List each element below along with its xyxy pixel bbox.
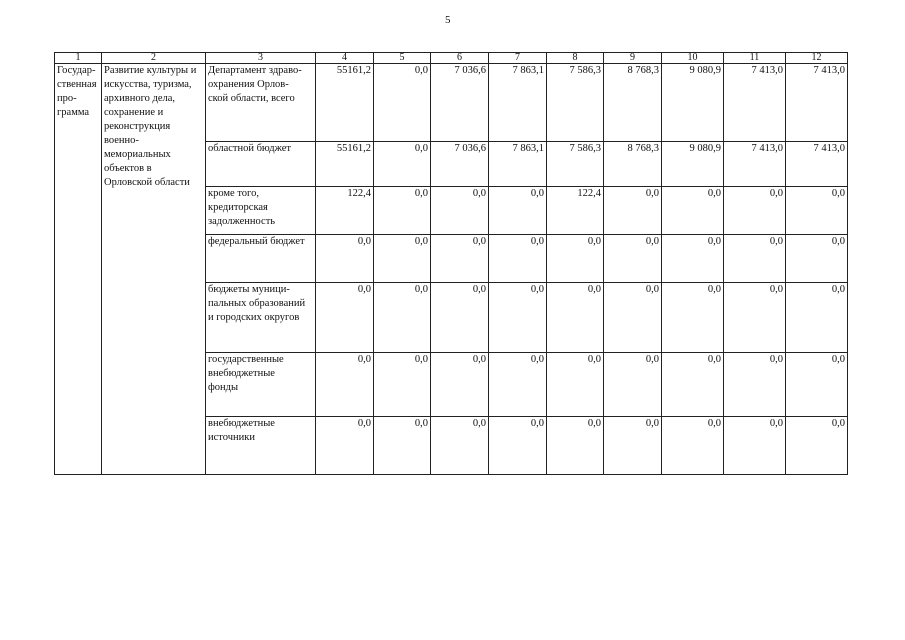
column-number: 11 — [724, 53, 786, 64]
value-cell: 0,0 — [547, 353, 604, 417]
value-cell: 0,0 — [431, 235, 489, 283]
value-cell: 8 768,3 — [604, 64, 662, 142]
funding-source-cell: кроме того, кредиторская задолженность — [206, 187, 316, 235]
value-cell: 0,0 — [786, 187, 848, 235]
column-number-row — [55, 53, 848, 64]
value-cell: 55161,2 — [316, 64, 374, 142]
value-cell: 7 036,6 — [431, 142, 489, 187]
value-cell: 0,0 — [431, 353, 489, 417]
value-cell: 0,0 — [604, 187, 662, 235]
value-cell: 7 863,1 — [489, 142, 547, 187]
value-cell: 0,0 — [316, 353, 374, 417]
funding-source-cell: федеральный бюджет — [206, 235, 316, 283]
column-number: 7 — [489, 53, 547, 64]
value-cell: 122,4 — [547, 187, 604, 235]
value-cell: 8 768,3 — [604, 142, 662, 187]
value-cell: 0,0 — [724, 417, 786, 475]
value-cell: 0,0 — [724, 353, 786, 417]
value-cell: 0,0 — [662, 417, 724, 475]
page-number: 5 — [445, 14, 451, 26]
value-cell: 9 080,9 — [662, 142, 724, 187]
value-cell: 0,0 — [489, 283, 547, 353]
value-cell: 0,0 — [786, 283, 848, 353]
column-number: 10 — [662, 53, 724, 64]
value-cell: 0,0 — [604, 235, 662, 283]
column-number: 5 — [374, 53, 431, 64]
value-cell: 0,0 — [489, 235, 547, 283]
funding-source-cell: внебюджетные источники — [206, 417, 316, 475]
value-cell: 0,0 — [786, 417, 848, 475]
value-cell: 0,0 — [431, 283, 489, 353]
value-cell: 0,0 — [374, 353, 431, 417]
value-cell: 0,0 — [604, 353, 662, 417]
value-cell: 7 036,6 — [431, 64, 489, 142]
value-cell: 7 413,0 — [786, 64, 848, 142]
value-cell: 0,0 — [489, 417, 547, 475]
value-cell: 7 413,0 — [724, 64, 786, 142]
value-cell: 0,0 — [604, 283, 662, 353]
value-cell: 0,0 — [374, 417, 431, 475]
value-cell: 0,0 — [431, 187, 489, 235]
value-cell: 0,0 — [316, 235, 374, 283]
program-name-cell: Развитие культуры и искусства, туризма, архивного дела, сохранение и реконструкция военно- мемориальных объектов в Орловской области — [102, 64, 206, 475]
column-number: 3 — [206, 53, 316, 64]
value-cell: 0,0 — [431, 417, 489, 475]
value-cell: 0,0 — [662, 353, 724, 417]
value-cell: 7 413,0 — [724, 142, 786, 187]
program-type-cell: Государ- ственная про- грамма — [55, 64, 102, 475]
value-cell: 7 586,3 — [547, 64, 604, 142]
value-cell: 0,0 — [786, 353, 848, 417]
column-number: 1 — [55, 53, 102, 64]
value-cell: 9 080,9 — [662, 64, 724, 142]
value-cell: 0,0 — [724, 187, 786, 235]
table-row — [55, 64, 848, 142]
value-cell: 0,0 — [489, 353, 547, 417]
value-cell: 55161,2 — [316, 142, 374, 187]
column-number: 9 — [604, 53, 662, 64]
funding-source-cell: государственные внебюджетные фонды — [206, 353, 316, 417]
funding-source-cell: областной бюджет — [206, 142, 316, 187]
value-cell: 0,0 — [604, 417, 662, 475]
value-cell: 0,0 — [547, 235, 604, 283]
value-cell: 0,0 — [724, 283, 786, 353]
value-cell: 0,0 — [316, 283, 374, 353]
value-cell: 7 413,0 — [786, 142, 848, 187]
value-cell: 0,0 — [374, 142, 431, 187]
funding-source-cell: бюджеты муници- пальных образований и городских округов — [206, 283, 316, 353]
value-cell: 0,0 — [374, 187, 431, 235]
value-cell: 0,0 — [489, 187, 547, 235]
value-cell: 0,0 — [547, 283, 604, 353]
value-cell: 0,0 — [547, 417, 604, 475]
value-cell: 0,0 — [724, 235, 786, 283]
value-cell: 0,0 — [374, 64, 431, 142]
column-number: 12 — [786, 53, 848, 64]
value-cell: 0,0 — [662, 283, 724, 353]
value-cell: 0,0 — [374, 283, 431, 353]
column-number: 8 — [547, 53, 604, 64]
column-number: 2 — [102, 53, 206, 64]
funding-source-cell: Департамент здраво- охранения Орлов- ской области, всего — [206, 64, 316, 142]
column-number: 4 — [316, 53, 374, 64]
column-number: 6 — [431, 53, 489, 64]
value-cell: 122,4 — [316, 187, 374, 235]
value-cell: 0,0 — [662, 235, 724, 283]
budget-table — [54, 52, 848, 475]
value-cell: 7 863,1 — [489, 64, 547, 142]
value-cell: 0,0 — [316, 417, 374, 475]
value-cell: 0,0 — [374, 235, 431, 283]
value-cell: 0,0 — [662, 187, 724, 235]
value-cell: 0,0 — [786, 235, 848, 283]
value-cell: 7 586,3 — [547, 142, 604, 187]
